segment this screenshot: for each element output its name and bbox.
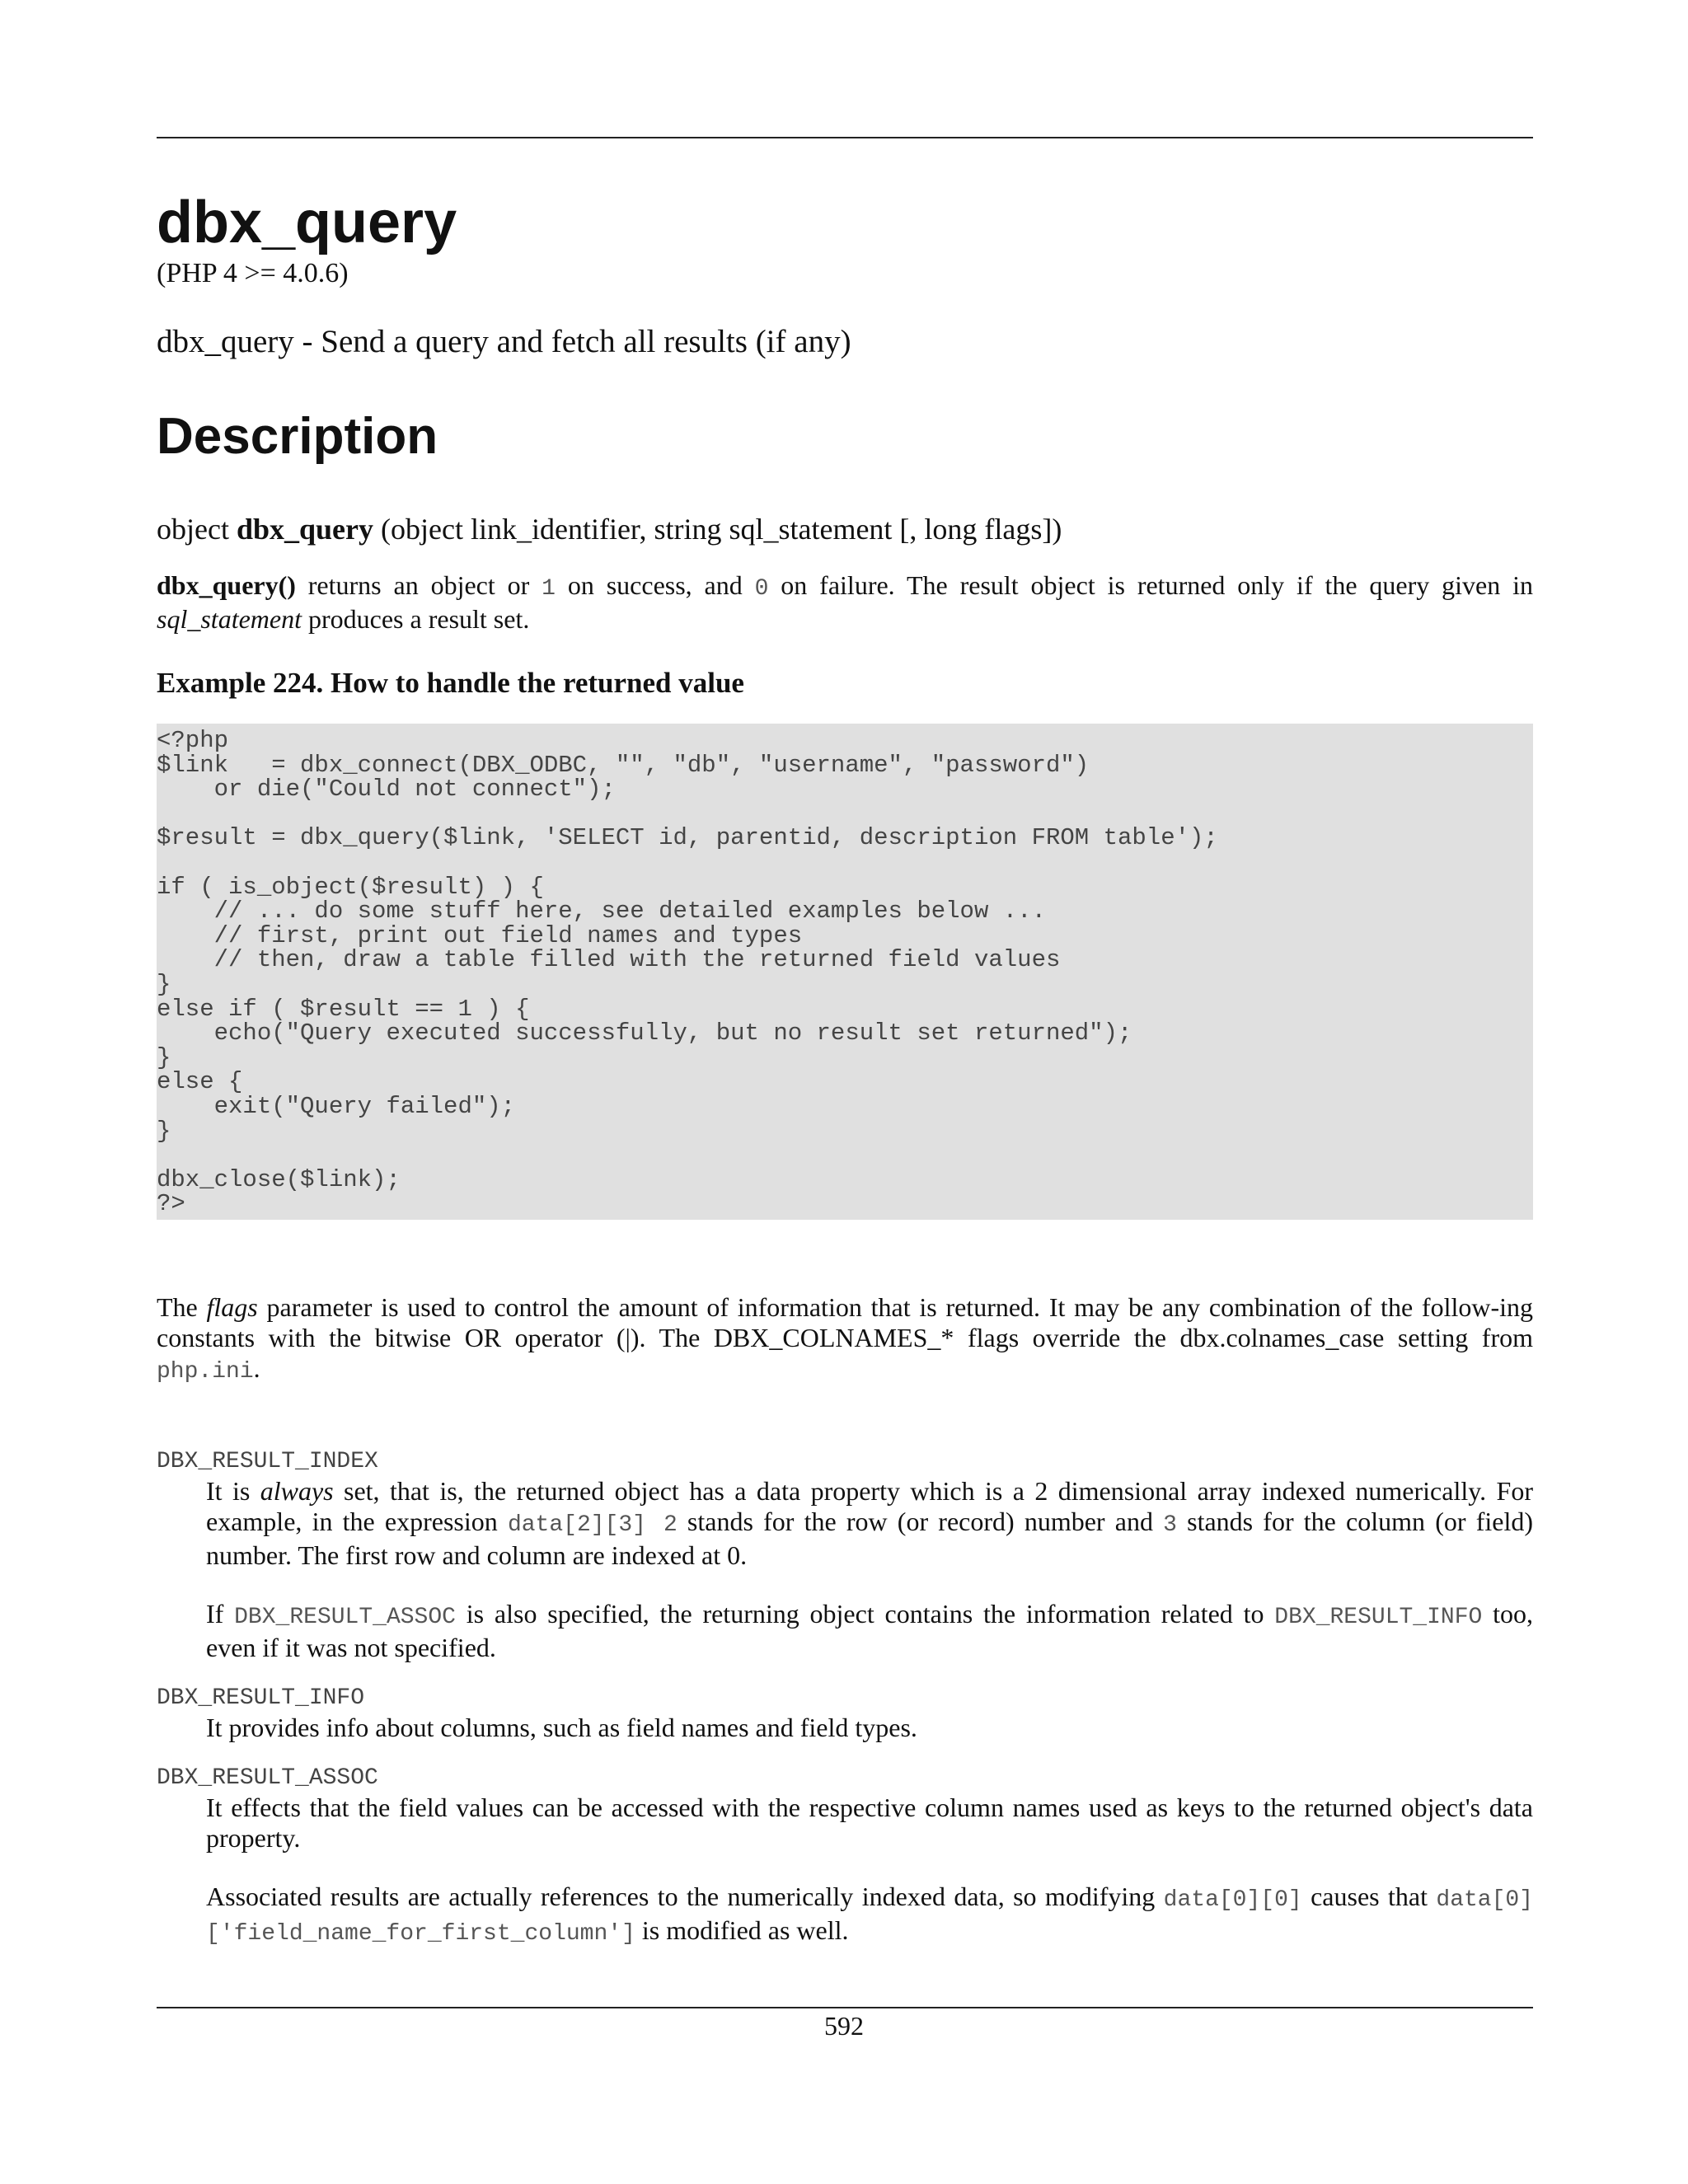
inline-code: data[0]['field_name_for_first_column']	[206, 1886, 1534, 1947]
function-reference: dbx_query()	[157, 570, 296, 600]
version-info: (PHP 4 >= 4.0.6)	[157, 258, 349, 288]
filename-reference: php.ini	[157, 1358, 254, 1385]
emphasis: always	[260, 1475, 334, 1506]
text-span: produces a result set.	[301, 604, 530, 634]
text-span: parameter is used to control the amount of information that is returned. It may be any combination of the follow-ing constants with the bitwise OR operator (|). The DBX_COLNAMES_* flags override the dbx.colnames_case setting from	[157, 1291, 1534, 1352]
text-span: set, that is, the returned object has a data property which is a 2 dimensional array indexed numerically. For example, in the expression	[206, 1475, 1534, 1536]
text-span: If	[206, 1598, 235, 1629]
description-paragraph	[206, 1882, 1533, 1949]
inline-code: 0	[754, 576, 769, 602]
example-title: Example 224. How to handle the returned value	[157, 667, 744, 699]
text-span: stands for the column (or field) number. The first row and column are indexed at 0.	[206, 1506, 1534, 1570]
text-span: on failure. The result object is returned only if the query given in	[768, 570, 1534, 600]
text-span: stands for the row (or record) number and	[677, 1506, 1164, 1536]
function-title: dbx_query	[157, 190, 457, 255]
text-span: too, even if it was not specified.	[206, 1598, 1534, 1662]
inline-code: data[2][3] 2	[507, 1511, 678, 1538]
footer-rule	[157, 2007, 1533, 2008]
return-value-paragraph	[157, 570, 1533, 635]
inline-code: 3	[1163, 1511, 1177, 1538]
text-span: is also specified, the returning object contains the information related to	[455, 1598, 1275, 1629]
constant-description	[206, 1793, 1533, 1949]
synopsis-function-name: dbx_query	[236, 513, 374, 546]
example-code-block: <?php $link = dbx_connect(DBX_ODBC, "", "db", "username", "password") or die("Could not connect"); $result = dbx_query($link, 'SELECT id, parentid, description FROM table'); if ( is_object($result) ) { // ... do some stuff here, see detailed examples below ... // first, print out field names and types // then, draw a table filled with the returned field values } else if ( $result == 1 ) { echo("Query executed successfully, but no result set returned"); } else { exit("Query failed"); } dbx_close($link); ?>	[157, 724, 1533, 1220]
text-span: returns an object or	[295, 570, 542, 600]
synopsis-return-type: object	[157, 513, 237, 546]
constant-name: DBX_RESULT_ASSOC	[157, 1765, 378, 1791]
inline-code: DBX_RESULT_INFO	[1274, 1604, 1483, 1630]
text-span: is modified as well.	[635, 1915, 849, 1945]
text-span: Associated results are actually references to the numerically indexed data, so modifying	[206, 1881, 1164, 1911]
inline-code: 1	[542, 576, 556, 602]
inline-code: data[0][0]	[1163, 1886, 1302, 1913]
text-span: .	[253, 1352, 260, 1383]
text-span: The	[157, 1291, 207, 1322]
constant-name: DBX_RESULT_INFO	[157, 1685, 365, 1711]
description-paragraph: It provides info about columns, such as field names and field types.	[206, 1712, 917, 1742]
page-number: 592	[824, 2011, 864, 2041]
function-synopsis	[157, 511, 1533, 547]
description-paragraph	[206, 1476, 1533, 1571]
page-content	[157, 188, 1533, 1949]
text-span: on success, and	[555, 570, 755, 600]
function-purpose: dbx_query - Send a query and fetch all results (if any)	[157, 324, 851, 359]
description-paragraph: It effects that the field values can be accessed with the respective column names used as keys to the returned object's data property.	[206, 1792, 1533, 1853]
header-rule	[157, 137, 1533, 138]
parameter-reference: flags	[206, 1291, 258, 1322]
text-span: It is	[206, 1475, 260, 1506]
text-span: causes that	[1301, 1881, 1437, 1911]
parameter-reference: sql_statement	[157, 604, 302, 634]
flags-paragraph	[157, 1292, 1533, 1387]
inline-code: DBX_RESULT_ASSOC	[234, 1604, 456, 1630]
constants-list	[157, 1448, 1533, 1949]
constant-description	[206, 1713, 1533, 1743]
constant-name: DBX_RESULT_INDEX	[157, 1448, 378, 1474]
synopsis-params: (object link_identifier, string sql_statement [, long flags])	[373, 513, 1062, 546]
description-paragraph	[206, 1599, 1533, 1663]
constant-description	[206, 1476, 1533, 1663]
description-heading: Description	[157, 408, 438, 465]
